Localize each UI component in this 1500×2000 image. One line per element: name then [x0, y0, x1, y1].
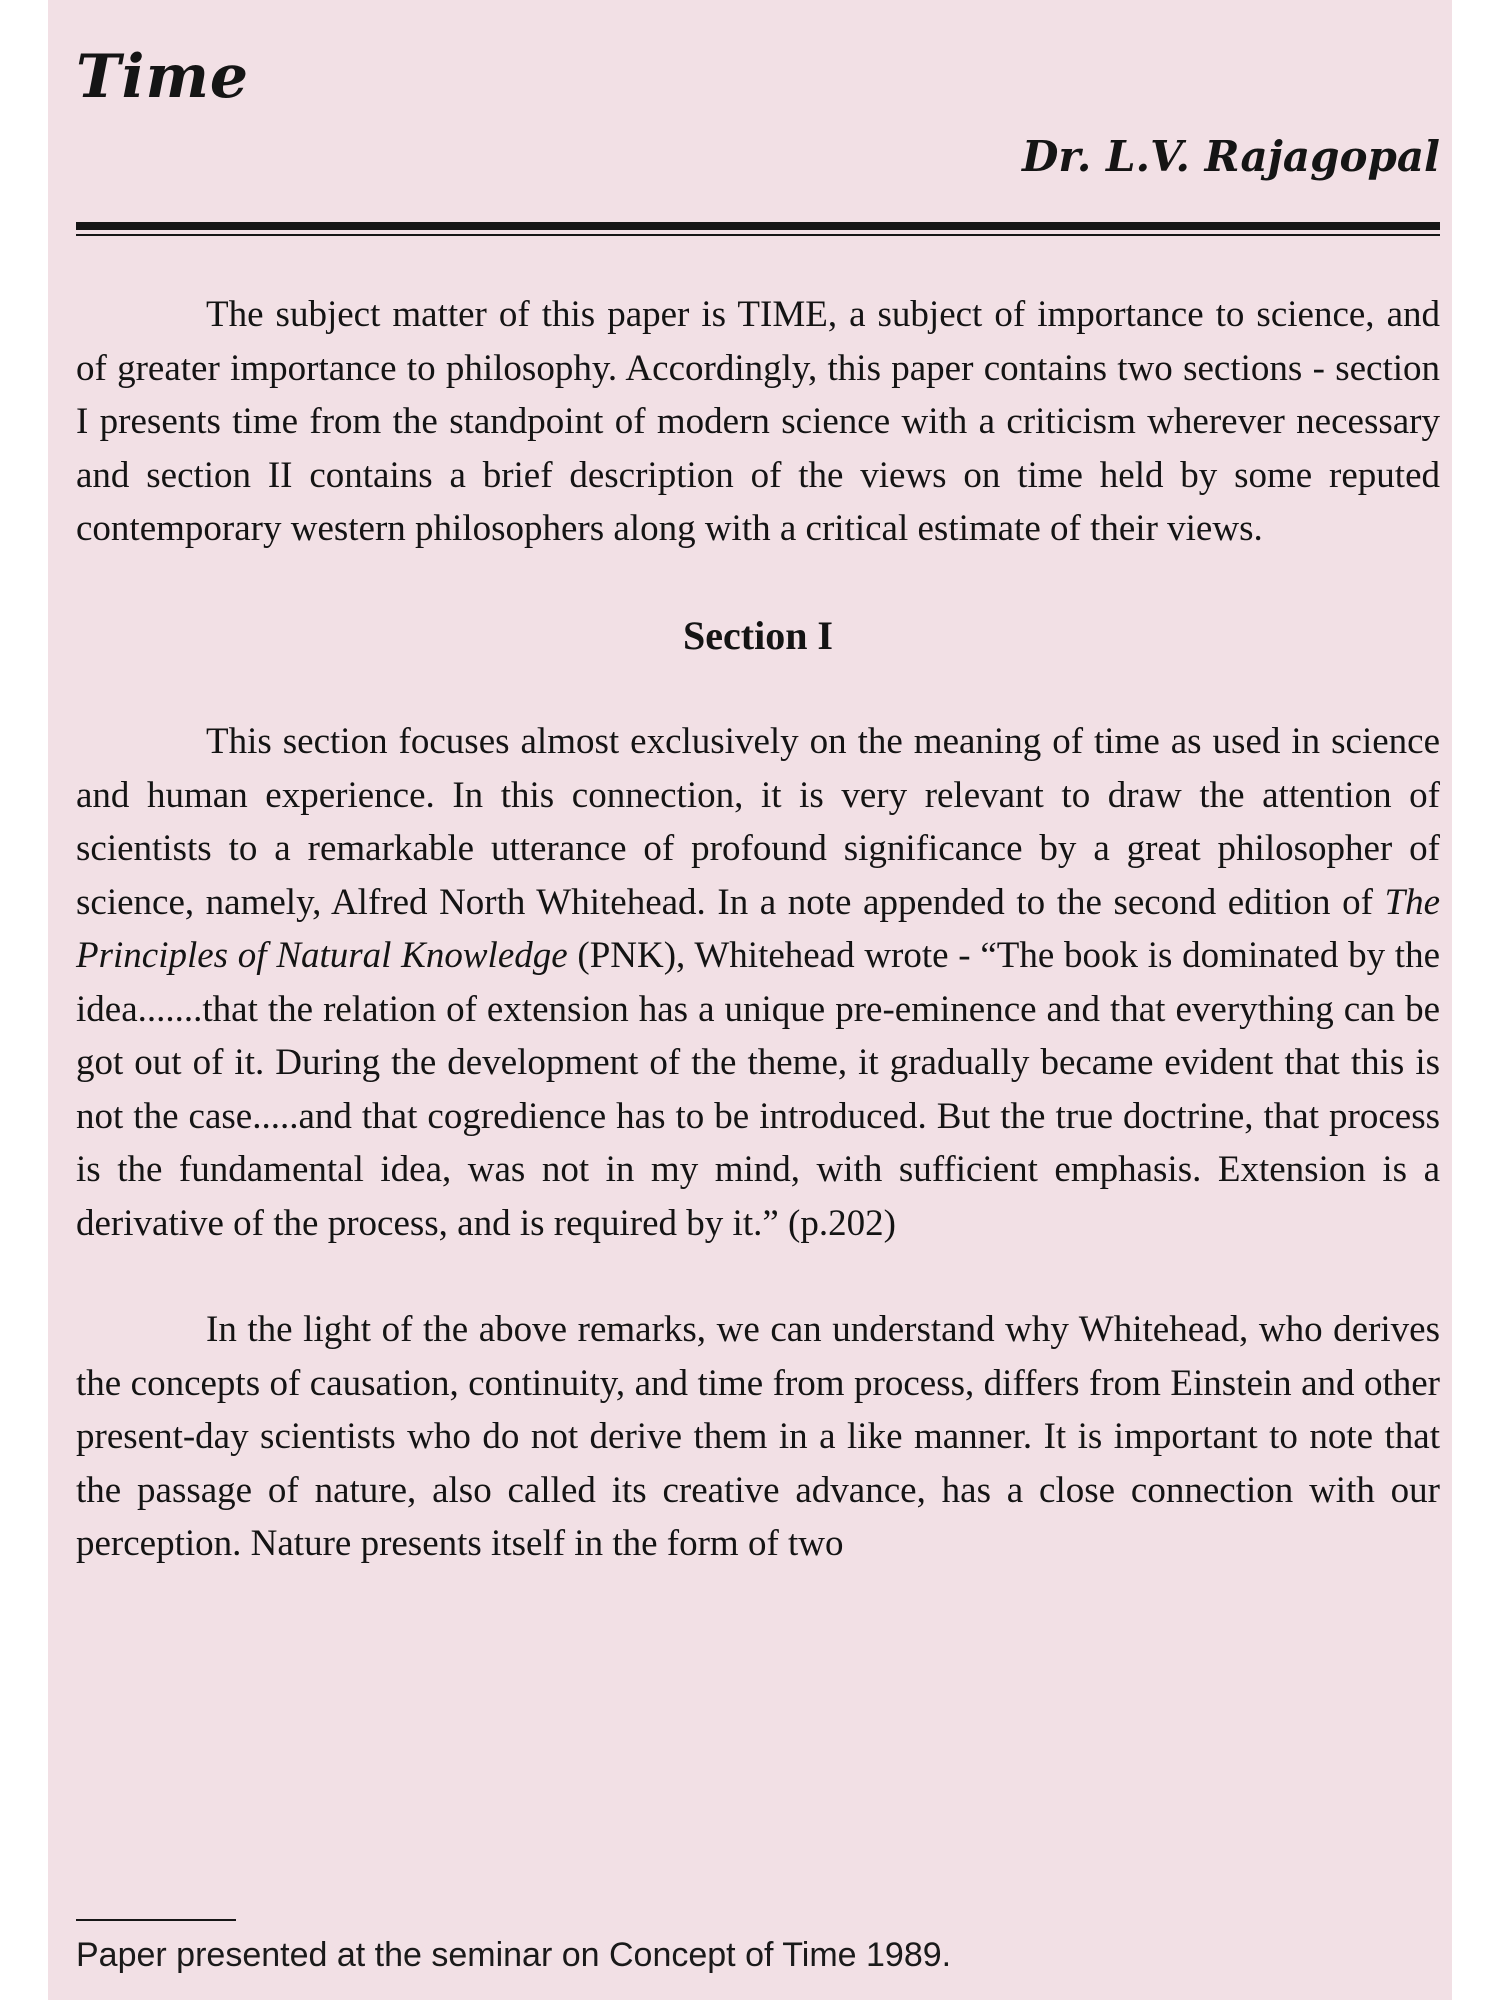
- body-paragraph-1: [76, 715, 1440, 1250]
- author-name: Dr. L.V. Rajagopal: [1022, 132, 1440, 181]
- journal-page: [48, 0, 1452, 2000]
- footnote: Paper presented at the seminar on Concept of Time 1989.: [76, 1936, 952, 1974]
- section-heading: Section I: [683, 612, 833, 658]
- article-body: [76, 288, 1440, 1571]
- intro-paragraph: The subject matter of this paper is TIME, a subject of importance to science, and of greater importance to philosophy. Accordingly, this paper contains two sections - section I presents time from the standpoint of modern science with a criticism wherever necessary and section II contains a brief description of the views on time held by some reputed contemporary western philosophers along with a critical estimate of their views.: [76, 294, 1440, 549]
- title-divider-thick: [76, 222, 1440, 230]
- paragraph-text: (PNK), Whitehead wrote - “The book is dominated by the idea.......that the relation of extension has a unique pre-eminence and that everything can be got out of it. During the development of the theme, it gradually became evident that this is not the case.....and that cogredience has to be introduced. But the true doctrine, that process is the fundamental idea, was not in my mind, with sufficient emphasis. Extension is a derivative of the process, and is required by it.” (p.202): [76, 935, 1440, 1244]
- body-paragraph-2: In the light of the above remarks, we can understand why Whitehead, who derives the concepts of causation, continuity, and time from process, differs from Einstein and other present-day scientists who do not derive them in a like manner. It is important to note that the passage of nature, also called its creative advance, has a close connection with our perception. Nature presents itself in the form of two: [76, 1309, 1440, 1564]
- paragraph-text: This section focuses almost exclusively on the meaning of time as used in science and human experience. In this connection, it is very relevant to draw the attention of scientists to a remarkable utterance of profound significance by a great philosopher of science, namely, Alfred North Whitehead. In a note appended to the second edition of: [76, 721, 1440, 923]
- article-title: Time: [76, 42, 250, 112]
- footnote-divider: [76, 1919, 236, 1921]
- book-title: The Principles of Natural Knowledge: [76, 881, 1440, 976]
- title-divider-thin: [76, 234, 1440, 236]
